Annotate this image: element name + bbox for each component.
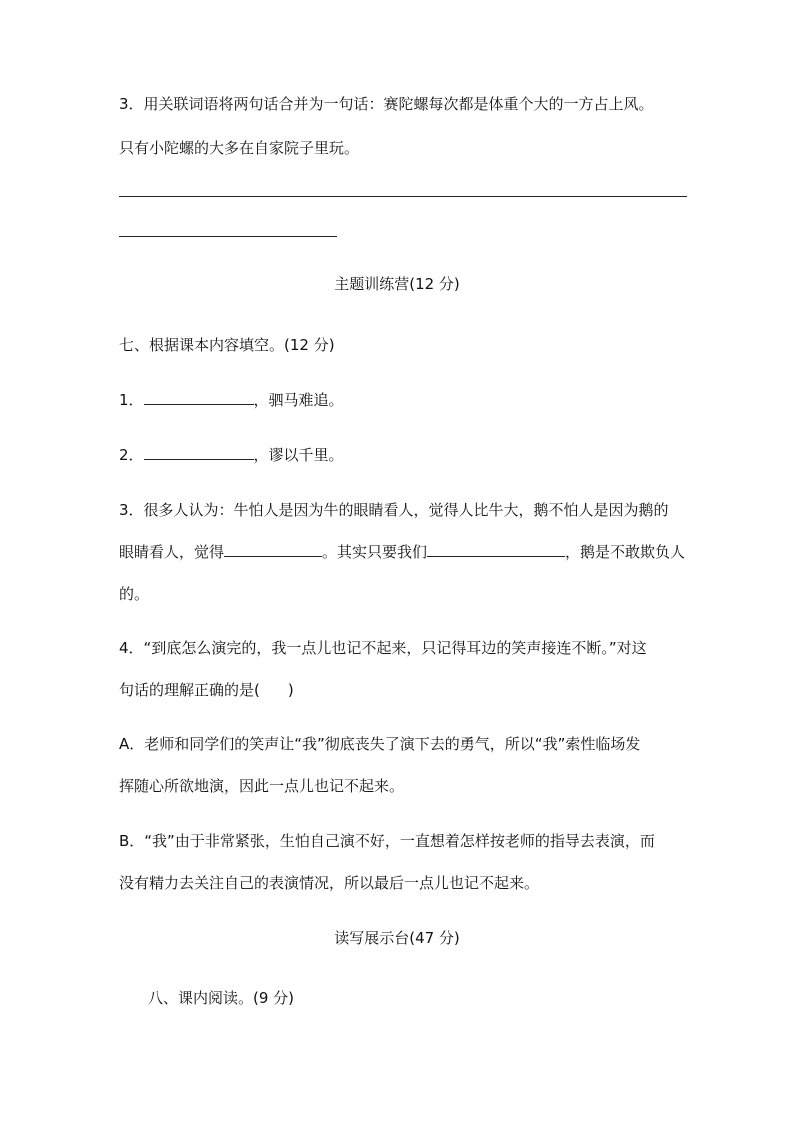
answer-line-2[interactable] xyxy=(119,236,337,237)
question7-item3-line1: 3．很多人认为：牛怕人是因为牛的眼睛看人，觉得人比牛大，鹅不怕人是因为鹅的 xyxy=(119,501,669,519)
option-a-line2: 挥随心所欲地演，因此一点儿也记不起来。 xyxy=(119,777,405,795)
q3-rewrite-line1: 3．用关联词语将两句话合并为一句话：赛陀螺每次都是体重个大的一方占上风。 xyxy=(119,95,654,113)
question7-item2 xyxy=(119,445,344,465)
answer-line-1[interactable] xyxy=(119,196,687,197)
question7-item3-line3: 的。 xyxy=(119,585,150,603)
item-text: ，驷马难追。 xyxy=(253,391,344,409)
fill-blank[interactable] xyxy=(144,445,254,460)
question7-item3-line2: 眼睛看人，觉得 。其实只要我们 ，鹅是不敢欺负人 xyxy=(119,543,686,561)
question7-item4-line1: 4．“到底怎么演完的，我一点儿也记不起来，只记得耳边的笑声接连不断。”对这 xyxy=(119,639,647,657)
option-b-line1: B．“我”由于非常紧张，生怕自己演不好，一直想着怎样按老师的指导去表演，而 xyxy=(119,832,655,850)
question8-heading: 八、课内阅读。(9 分) xyxy=(148,989,295,1007)
fill-blank[interactable] xyxy=(224,542,322,557)
option-a-line1: A．老师和同学们的笑声让“我”彻底丧失了演下去的勇气，所以“我”索性临场发 xyxy=(119,735,641,753)
section-title-reading: 读写展示台(47 分) xyxy=(334,929,460,947)
item-number: 2． xyxy=(119,446,144,464)
section-title-theme: 主题训练营(12 分) xyxy=(334,275,460,293)
fill-blank[interactable] xyxy=(427,542,565,557)
q3-rewrite-line2: 只有小陀螺的大多在自家院子里玩。 xyxy=(119,139,360,157)
fill-blank[interactable] xyxy=(144,390,254,405)
question7-item1 xyxy=(119,390,344,410)
option-b-line2: 没有精力去关注自己的表演情况，所以最后一点儿也记不起来。 xyxy=(119,874,540,892)
question7-heading: 七、根据课本内容填空。(12 分) xyxy=(119,336,335,354)
item-text: ，谬以千里。 xyxy=(253,446,344,464)
item-number: 1． xyxy=(119,391,144,409)
question7-item4-line2: 句话的理解正确的是( ) xyxy=(119,681,294,699)
